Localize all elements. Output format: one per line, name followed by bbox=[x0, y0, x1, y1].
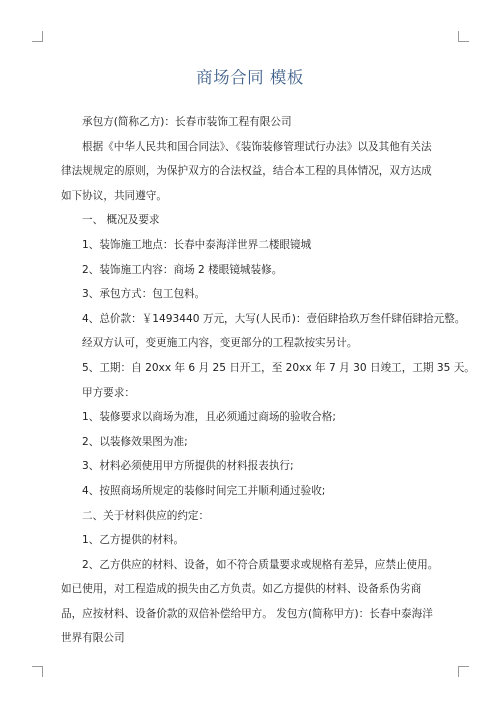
requirement-4: 4、按照商场所规定的装修时间完工并顺利通过验收; bbox=[82, 484, 326, 497]
document-body bbox=[61, 110, 475, 651]
clause-total-price: 4、总价款：￥1493440 万元，大写(人民币)：壹佰肆拾玖万叁仟肆佰肆拾元整。 bbox=[82, 312, 466, 325]
corner-mark-top-left bbox=[32, 31, 43, 42]
contractor-line: 承包方(简称乙方)：长春市装饰工程有限公司 bbox=[82, 116, 292, 128]
requirement-2: 2、以装修效果图为准; bbox=[82, 435, 188, 448]
corner-mark-bottom-right bbox=[458, 666, 469, 677]
preamble-paragraph: 根据《中华人民共和国合同法》、《装饰装修管理试行办法》以及其他有关法律法规规定的原则，为保护双方的合法权益，结合本工程的具体情况，双方达成如下协议，共同遵守。 bbox=[61, 140, 432, 202]
materials-clause-2: 2、乙方供应的材料、设备，如不符合质量要求或规格有差异，应禁止使用。如已使用，对工程造成的损失由乙方负责。如乙方提供的材料、设备系伪劣商品，应按材料、设备价款的双倍补偿给甲方。 发包方(简称甲方)：长春中泰海洋世界有限公司 bbox=[61, 558, 439, 645]
clause-schedule: 5、工期：自 20xx 年 6 月 25 日开工，至 20xx 年 7 月 30 日竣工，工期 35 天。 bbox=[82, 361, 475, 374]
document-title: 商场合同 模板 bbox=[196, 68, 304, 87]
materials-clause-1: 1、乙方提供的材料。 bbox=[82, 534, 185, 547]
corner-mark-top-right bbox=[458, 31, 469, 42]
clause-contract-method: 3、承包方式：包工包料。 bbox=[82, 288, 206, 301]
requirement-1: 1、装修要求以商场为准，且必须通过商场的验收合格; bbox=[82, 411, 336, 424]
party-a-requirements-heading: 甲方要求： bbox=[82, 386, 135, 399]
clause-location: 1、装饰施工地点：长春中泰海洋世界二楼眼镜城 bbox=[82, 238, 312, 251]
corner-mark-bottom-left bbox=[32, 666, 43, 677]
clause-change-note: 经双方认可，变更施工内容，变更部分的工程款按实另计。 bbox=[82, 337, 358, 350]
requirement-3: 3、材料必须使用甲方所提供的材料报表执行; bbox=[82, 460, 294, 473]
section-heading-overview: 一、 概况及要求 bbox=[82, 214, 160, 227]
clause-content: 2、装饰施工内容：商场 2 楼眼镜城装修。 bbox=[82, 263, 283, 276]
section-heading-materials: 二、关于材料供应的约定： bbox=[82, 509, 210, 522]
